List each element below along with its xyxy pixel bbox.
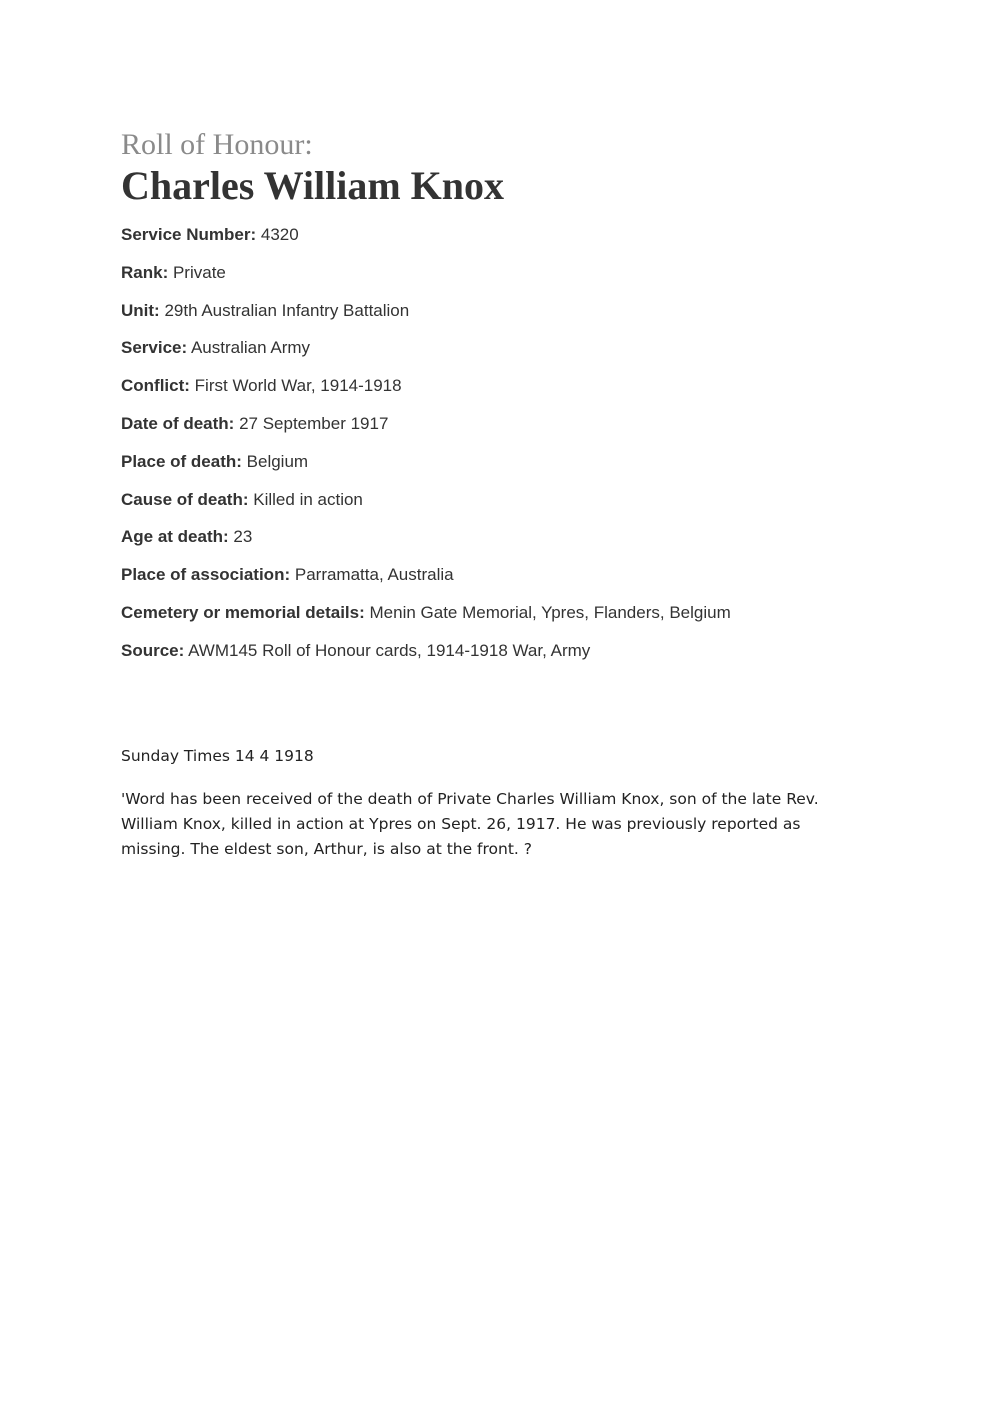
field-label: Place of death: (121, 451, 242, 471)
field-value: Australian Army (190, 338, 311, 358)
field-label: Source: (121, 640, 185, 660)
field-label: Age at death: (121, 527, 229, 547)
field-label: Place of association: (121, 565, 291, 585)
clipping-text: 'Word has been received of the death of Private Charles William Knox, son of the late Rev. William Knox, killed in action at Ypres on Sept. 26, 1917. He was previously reported as missing. The eldest son, Arthur, is also at the front. ? (121, 789, 819, 858)
field-service-number (121, 224, 881, 246)
field-cause-of-death (121, 489, 881, 511)
field-value: Killed in action (253, 489, 363, 509)
field-source (121, 640, 881, 662)
service-details (121, 224, 881, 662)
field-place-of-association (121, 564, 881, 586)
field-label: Unit: (121, 300, 160, 320)
page-subtitle: Roll of Honour: (121, 128, 313, 161)
field-value: Parramatta, Australia (294, 565, 454, 585)
field-value: 27 September 1917 (239, 413, 389, 433)
field-value: AWM145 Roll of Honour cards, 1914-1918 War, Army (188, 640, 591, 660)
field-label: Conflict: (121, 376, 190, 396)
field-value: Private (172, 262, 226, 282)
field-conflict (121, 375, 881, 397)
field-service (121, 337, 881, 359)
field-value: First World War, 1914-1918 (194, 376, 402, 396)
field-label: Service: (121, 338, 188, 358)
field-place-of-death (121, 451, 881, 473)
page-title: Charles William Knox (121, 163, 505, 208)
field-cemetery-details (121, 602, 881, 624)
field-label: Cause of death: (121, 489, 249, 509)
field-age-at-death (121, 526, 881, 548)
newspaper-clipping (121, 745, 881, 862)
field-label: Service Number: (121, 225, 257, 244)
field-value: 4320 (260, 225, 299, 244)
clipping-source: Sunday Times 14 4 1918 (121, 746, 314, 765)
field-date-of-death (121, 413, 881, 435)
field-rank (121, 262, 881, 284)
field-value: 23 (233, 527, 253, 547)
field-label: Date of death: (121, 413, 235, 433)
field-value: Menin Gate Memorial, Ypres, Flanders, Belgium (369, 602, 731, 622)
document-page (121, 127, 881, 862)
field-value: Belgium (246, 451, 309, 471)
field-label: Rank: (121, 262, 169, 282)
field-label: Cemetery or memorial details: (121, 602, 365, 622)
field-unit (121, 300, 881, 322)
field-value: 29th Australian Infantry Battalion (164, 300, 410, 320)
